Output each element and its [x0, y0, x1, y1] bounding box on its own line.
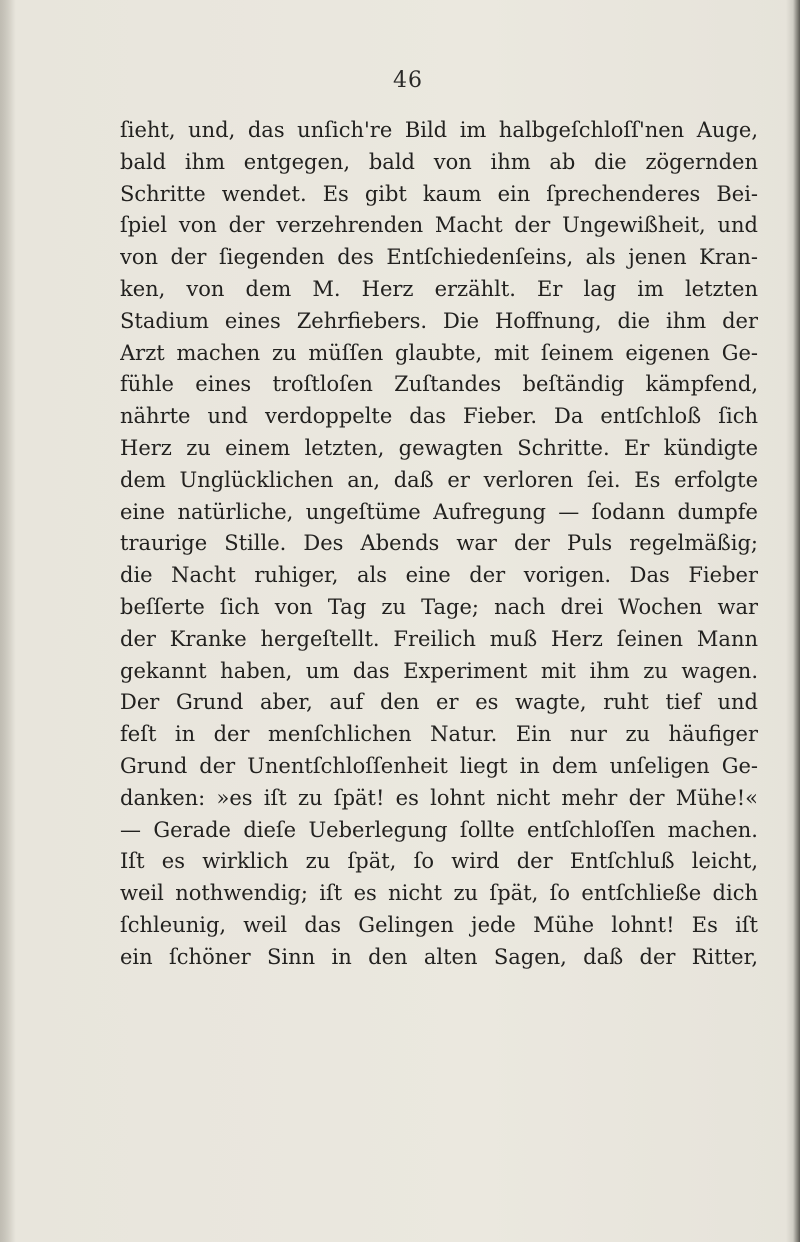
text-line: dem Unglücklichen an, daß er verloren ſei. Es erfolgte — [120, 467, 758, 492]
text-line: feſt in der menſchlichen Natur. Ein nur zu häufiger — [120, 722, 758, 747]
text-line: nährte und verdoppelte das Fieber. Da entſchloß ſich — [120, 404, 758, 429]
text-line: gekannt haben, um das Experiment mit ihm zu wagen. — [120, 658, 758, 683]
text-line: die Nacht ruhiger, als eine der vorigen. Das Fieber — [120, 563, 758, 588]
text-line: Herz zu einem letzten, gewagten Schritte. Er kündigte — [120, 435, 758, 460]
page-edge — [786, 0, 800, 1242]
text-line: bald ihm entgegen, bald von ihm ab die zögernden — [120, 149, 758, 174]
page-number: 46 — [393, 68, 423, 93]
text-line: Iſt es wirklich zu ſpät, ſo wird der Entſchluß leicht, — [120, 849, 758, 874]
gutter-shadow — [0, 0, 16, 1242]
text-line: Schritte wendet. Es gibt kaum ein ſprechenderes Bei- — [120, 181, 758, 206]
text-line: ſchleunig, weil das Gelingen jede Mühe lohnt! Es iſt — [120, 912, 758, 937]
text-line: — Gerade dieſe Ueberlegung ſollte entſchloſſen machen. — [120, 817, 758, 842]
text-line: ſpiel von der verzehrenden Macht der Ungewißheit, und — [120, 213, 758, 238]
text-line: Grund der Unentſchloſſenheit liegt in dem unſeligen Ge- — [120, 753, 758, 778]
body-text — [120, 115, 758, 974]
text-line: fühle eines troſtloſen Zuſtandes beſtändig kämpfend, — [120, 372, 758, 397]
text-line: ein ſchöner Sinn in den alten Sagen, daß der Ritter, — [120, 944, 758, 969]
text-line: ſieht, und, das unſich're Bild im halbgeſchloſſ'nen Auge, — [120, 118, 758, 142]
text-line: ken, von dem M. Herz erzählt. Er lag im letzten — [120, 276, 758, 301]
text-line: Stadium eines Zehrfiebers. Die Hoffnung, die ihm der — [120, 308, 758, 333]
text-line: der Kranke hergeſtellt. Freilich muß Herz ſeinen Mann — [120, 626, 758, 651]
text-line: traurige Stille. Des Abends war der Puls regelmäßig; — [120, 531, 758, 556]
text-line: Der Grund aber, auf den er es wagte, ruht tief und — [120, 690, 758, 715]
text-line: von der ſiegenden des Entſchiedenſeins, als jenen Kran- — [120, 245, 758, 270]
text-line: eine natürliche, ungeſtüme Aufregung — ſodann dumpfe — [120, 499, 758, 524]
text-line: beſſerte ſich von Tag zu Tage; nach drei Wochen war — [120, 594, 758, 619]
text-line: weil nothwendig; iſt es nicht zu ſpät, ſo entſchließe dich — [120, 881, 758, 906]
text-line: Arzt machen zu müſſen glaubte, mit ſeinem eigenen Ge- — [120, 340, 758, 365]
text-line: danken: »es iſt zu ſpät! es lohnt nicht mehr der Mühe!« — [120, 785, 758, 810]
